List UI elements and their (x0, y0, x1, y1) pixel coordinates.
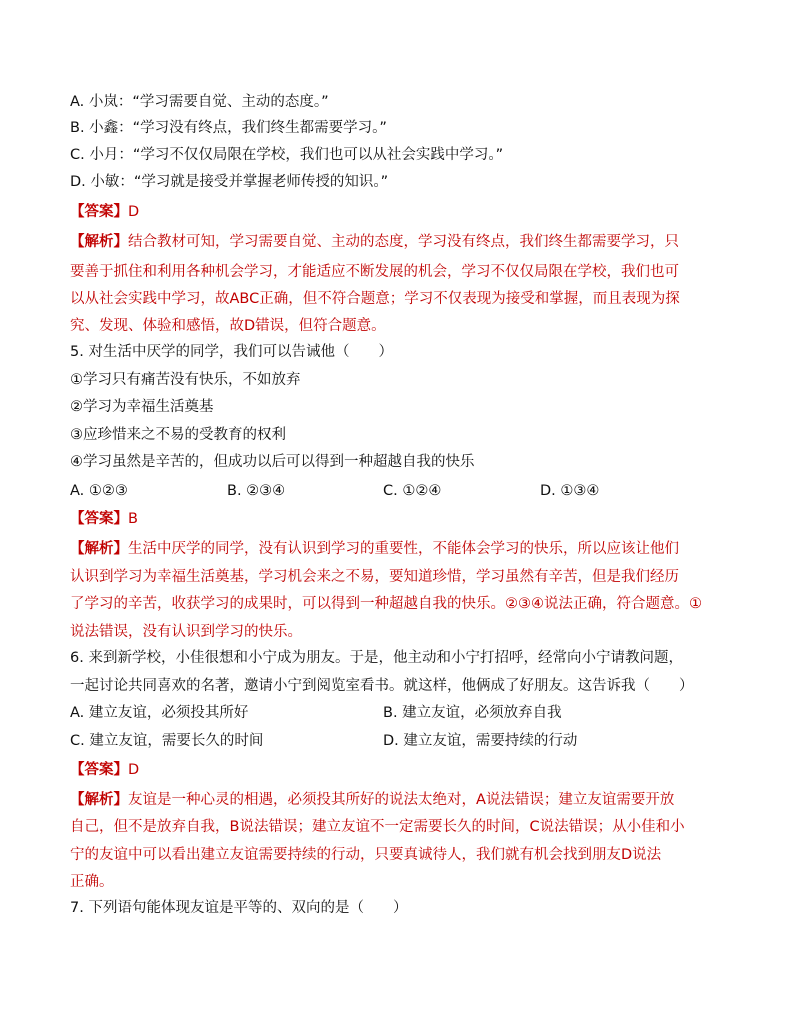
q6-analysis-line-2: 自己，但不是放弃自我，B说法错误；建立友谊不一定需要长久的时间，C说法错误；从小佳和小 (70, 819, 685, 835)
q5-item-1: ①学习只有痛苦没有快乐，不如放弃 (70, 372, 301, 388)
q6-analysis-line-3: 宁的友谊中可以看出建立友谊需要持续的行动，只要真诚待人，我们就有机会找到朋友D说法 (70, 847, 662, 863)
q5-analysis-line-1 (70, 539, 679, 559)
answer-tag: 【答案】 (70, 762, 128, 778)
answer-tag: 【答案】 (70, 511, 128, 527)
q4-option-a: A. 小岚：“学习需要自觉、主动的态度。” (70, 94, 329, 110)
q4-option-d: D. 小敏：“学习就是接受并掌握老师传授的知识。” (70, 174, 389, 190)
answer-value: D (128, 204, 140, 220)
q5-option-a: A. ①②③ (70, 483, 128, 499)
q4-analysis-line-1 (70, 232, 679, 252)
q6-analysis-line-4: 正确。 (70, 874, 114, 890)
q4-answer (70, 202, 139, 222)
q5-answer (70, 509, 138, 529)
q5-stem: 5. 对生活中厌学的同学，我们可以告诫他（ ） (70, 344, 393, 360)
q5-option-d: D. ①③④ (540, 483, 600, 499)
q4-analysis-line-4: 究、发现、体验和感悟，故D错误，但符合题意。 (70, 318, 386, 334)
q7-stem: 7. 下列语句能体现友谊是平等的、双向的是（ ） (70, 900, 408, 916)
q5-analysis-line-2: 认识到学习为幸福生活奠基，学习机会来之不易，要知道珍惜，学习虽然有辛苦，但是我们经历 (70, 569, 679, 585)
q5-option-b: B. ②③④ (227, 483, 286, 499)
q6-option-c: C. 建立友谊，需要长久的时间 (70, 733, 264, 749)
answer-value: D (128, 762, 140, 778)
q5-item-2: ②学习为幸福生活奠基 (70, 399, 214, 415)
analysis-text: 生活中厌学的同学，没有认识到学习的重要性，不能体会学习的快乐，所以应该让他们 (128, 541, 679, 557)
q4-analysis-line-3: 以从社会实践中学习，故ABC正确，但不符合题意；学习不仅表现为接受和掌握，而且表现为探 (70, 291, 680, 307)
q6-option-a: A. 建立友谊，必须投其所好 (70, 705, 249, 721)
answer-tag: 【答案】 (70, 204, 128, 220)
q4-option-b: B. 小鑫：“学习没有终点，我们终生都需要学习。” (70, 120, 387, 136)
analysis-tag: 【解析】 (70, 792, 128, 808)
analysis-text: 结合教材可知，学习需要自觉、主动的态度，学习没有终点，我们终生都需要学习，只 (128, 234, 679, 250)
q6-stem-line-2: 一起讨论共同喜欢的名著，邀请小宁到阅览室看书。就这样，他俩成了好朋友。这告诉我（ ） (70, 678, 694, 694)
q5-analysis-line-4: 说法错误，没有认识到学习的快乐。 (70, 624, 302, 640)
q5-item-3: ③应珍惜来之不易的受教育的权利 (70, 427, 286, 443)
q6-option-d: D. 建立友谊，需要持续的行动 (383, 733, 578, 749)
q4-option-c: C. 小月：“学习不仅仅局限在学校，我们也可以从社会实践中学习。” (70, 147, 504, 163)
analysis-text: 友谊是一种心灵的相遇，必须投其所好的说法太绝对，A说法错误；建立友谊需要开放 (128, 792, 675, 808)
analysis-tag: 【解析】 (70, 541, 128, 557)
q4-analysis-line-2: 要善于抓住和利用各种机会学习，才能适应不断发展的机会，学习不仅仅局限在学校，我们也可 (70, 264, 679, 280)
q5-item-4: ④学习虽然是辛苦的，但成功以后可以得到一种超越自我的快乐 (70, 454, 475, 470)
answer-value: B (128, 511, 138, 527)
q6-option-b: B. 建立友谊，必须放弃自我 (383, 705, 562, 721)
q6-answer (70, 760, 139, 780)
q5-analysis-line-3: 了学习的辛苦，收获学习的成果时，可以得到一种超越自我的快乐。②③④说法正确，符合题意。① (70, 596, 702, 612)
analysis-tag: 【解析】 (70, 234, 128, 250)
q5-option-c: C. ①②④ (383, 483, 442, 499)
q6-analysis-line-1 (70, 790, 674, 810)
q6-stem-line-1: 6. 来到新学校，小佳很想和小宁成为朋友。于是，他主动和小宁打招呼，经常向小宁请教问题， (70, 650, 683, 666)
